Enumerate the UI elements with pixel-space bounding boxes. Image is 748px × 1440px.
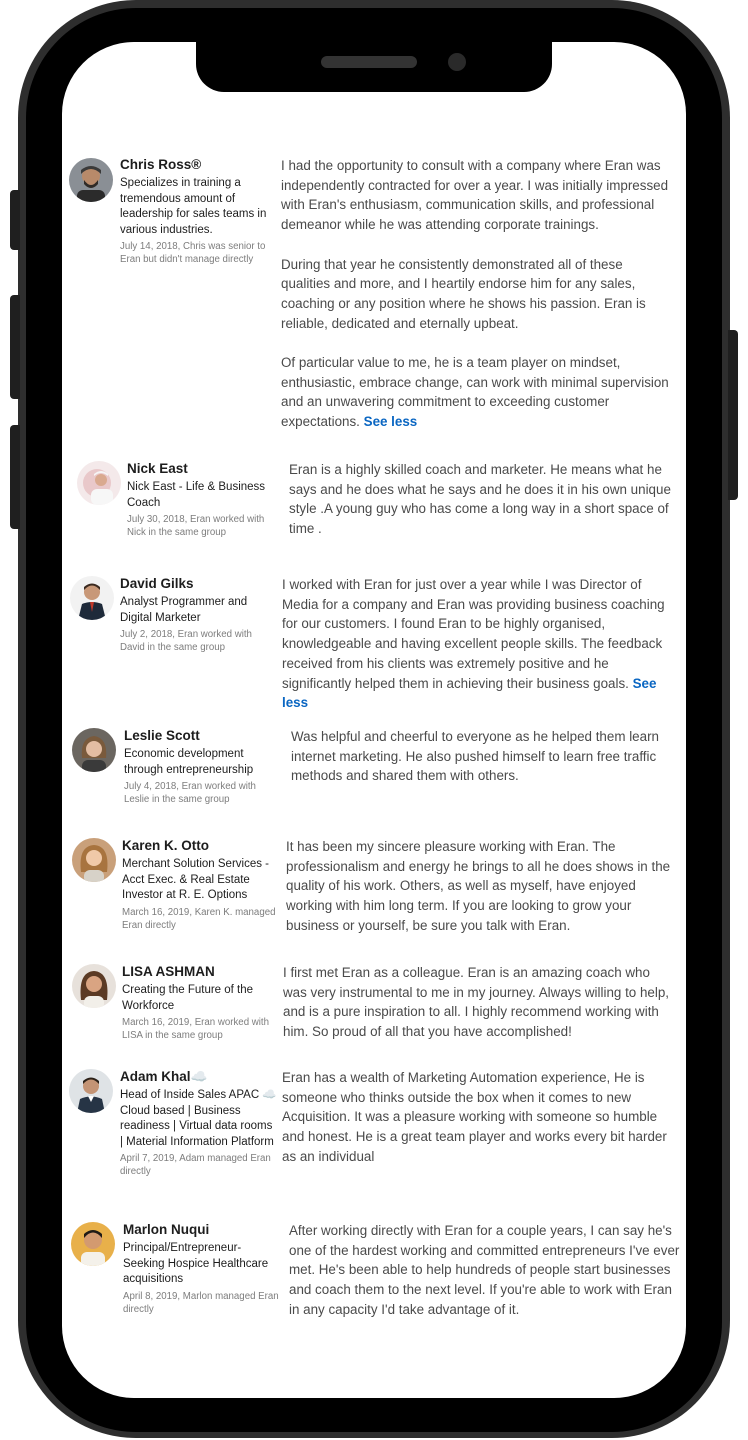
recommendation-text (282, 1068, 674, 1167)
recommendation-paragraph: Was helpful and cheerful to everyone as he helped them learn internet marketing. He also pushed himself to learn free traffic methods and shared them with others. (291, 729, 659, 784)
avatar (77, 461, 121, 505)
recommender-headline: Analyst Programmer and Digital Marketer (120, 596, 248, 624)
recommendation-meta: July 2, 2018, Eran worked with David in the same group (120, 629, 252, 653)
recommender-name[interactable]: Leslie Scott (124, 728, 200, 743)
recommendation-paragraph: Eran has a wealth of Marketing Automation experience, He is someone who thinks outside the box when it comes to new Acquisition. It was a pleasure working with someone so humble and honest. He is a great team player and works every bit harder as an individual (282, 1070, 667, 1164)
recommendation-meta: April 7, 2019, Adam managed Eran directly (120, 1153, 271, 1178)
recommender-headline: Economic development through entrepreneurship (124, 748, 254, 776)
recommendation-meta: March 16, 2019, Karen K. managed Eran directly (122, 906, 276, 931)
recommendation-text (286, 837, 678, 936)
volume-down-button (10, 425, 20, 529)
avatar (69, 158, 113, 202)
recommendation-meta: April 8, 2019, Marlon managed Eran directly (123, 1290, 279, 1315)
recommender-headline: Nick East - Life & Business Coach (127, 481, 266, 509)
avatar (69, 1069, 113, 1113)
recommendation-meta: July 14, 2018, Chris was senior to Eran but didn't manage directly (120, 241, 266, 266)
recommender-headline: Head of Inside Sales APAC ☁️ Cloud based | Business readiness | Virtual data rooms | Material Information Platform (120, 1089, 277, 1148)
recommendation-text (281, 156, 673, 432)
recommendation-text (282, 575, 674, 713)
recommender-name[interactable]: Marlon Nuqui (123, 1222, 210, 1237)
recommender-name[interactable]: Adam Khal☁️ (120, 1069, 208, 1084)
avatar (70, 576, 114, 620)
recommender-name[interactable]: David Gilks (120, 576, 194, 591)
recommender-name[interactable]: Chris Ross® (120, 157, 202, 172)
recommendation-meta: March 16, 2019, Eran worked with LISA in the same group (122, 1017, 270, 1041)
speaker-grille (321, 56, 417, 68)
paragraph-text: I worked with Eran for just over a year while I was Director of Media for a company and Eran was providing business coaching for our customers. I found Eran to be highly organised, knowledgeable and having excellent people skills. The feedback received from his clients was extremely positive and he significantly helped them in achieving their business goals. (282, 577, 665, 691)
recommender-headline: Principal/Entrepreneur-Seeking Hospice Healthcare acquisitions (123, 1242, 269, 1286)
recommendation-meta: July 4, 2018, Eran worked with Leslie in the same group (124, 781, 256, 805)
power-button (728, 330, 738, 500)
mute-switch (10, 190, 20, 250)
paragraph-text: Of particular value to me, he is a team player on mindset, enthusiastic, embrace change, can work with minimal supervision and an unwavering commitment to exceeding customer expectations. (281, 355, 669, 430)
recommendation-text (289, 1221, 681, 1320)
recommender-headline: Creating the Future of the Workforce (122, 984, 254, 1012)
recommender-headline: Merchant Solution Services - Acct Exec. & Real Estate Investor at R. E. Options (122, 858, 270, 902)
recommendation-text (289, 460, 681, 539)
avatar (72, 728, 116, 772)
avatar (72, 838, 116, 882)
avatar (71, 1222, 115, 1266)
recommender-name[interactable]: LISA ASHMAN (122, 964, 215, 979)
phone-screen (62, 42, 686, 1398)
see-less-link[interactable]: See less (363, 414, 418, 430)
avatar (72, 964, 116, 1008)
recommender-name[interactable]: Karen K. Otto (122, 838, 210, 853)
recommendation-paragraph: I first met Eran as a colleague. Eran is an amazing coach who was very instrumental to me in my journey. Always willing to help, and is a pure inspiration to all. I highly recommend working with him. So proud of all that you have accomplished! (283, 965, 669, 1040)
recommendation-paragraph: After working directly with Eran for a couple years, I can say he's one of the hardest working and committed entrepreneurs I've ever met. He's been able to help hundreds of people start businesses and coach them to the next level. If you're able to work with Eran in any capacity I'd take advantage of it. (289, 1223, 680, 1317)
recommendation-paragraph: It has been my sincere pleasure working with Eran. The professionalism and energy he brings to all he does shows in the quality of his work. Others, as well as myself, have enjoyed working with him long term. If you are looking to grow your business or yourself, be sure you talk with Eran. (286, 839, 671, 933)
recommender-name[interactable]: Nick East (127, 461, 188, 476)
recommendation-meta: July 30, 2018, Eran worked with Nick in the same group (127, 514, 265, 538)
see-less-link[interactable]: See less (282, 675, 657, 711)
recommender-headline: Specializes in training a tremendous amount of leadership for sales teams in various industries. (120, 177, 267, 236)
recommendation-paragraph: I had the opportunity to consult with a company where Eran was independently contracted for over a year. I was initially impressed with Eran's enthusiasm, communication skills, and professional demeanor while he was attending corporate trainings. (281, 158, 669, 233)
recommendation-text (283, 963, 675, 1042)
recommendation-paragraph (281, 353, 673, 432)
recommendation-text (291, 727, 683, 786)
front-camera (448, 53, 466, 71)
volume-up-button (10, 295, 20, 399)
recommendation-paragraph (282, 575, 674, 713)
recommendation-paragraph: Eran is a highly skilled coach and marketer. He means what he says and he does what he says and he does it in his own unique style .A young guy who has come a long way in a short space of time . (289, 462, 671, 537)
recommendation-paragraph: During that year he consistently demonstrated all of these qualities and more, and I heartily endorse him for any sales, coaching or any position where he shows his passion. Eran is reliable, dedicated and eternally upbeat. (281, 256, 646, 331)
